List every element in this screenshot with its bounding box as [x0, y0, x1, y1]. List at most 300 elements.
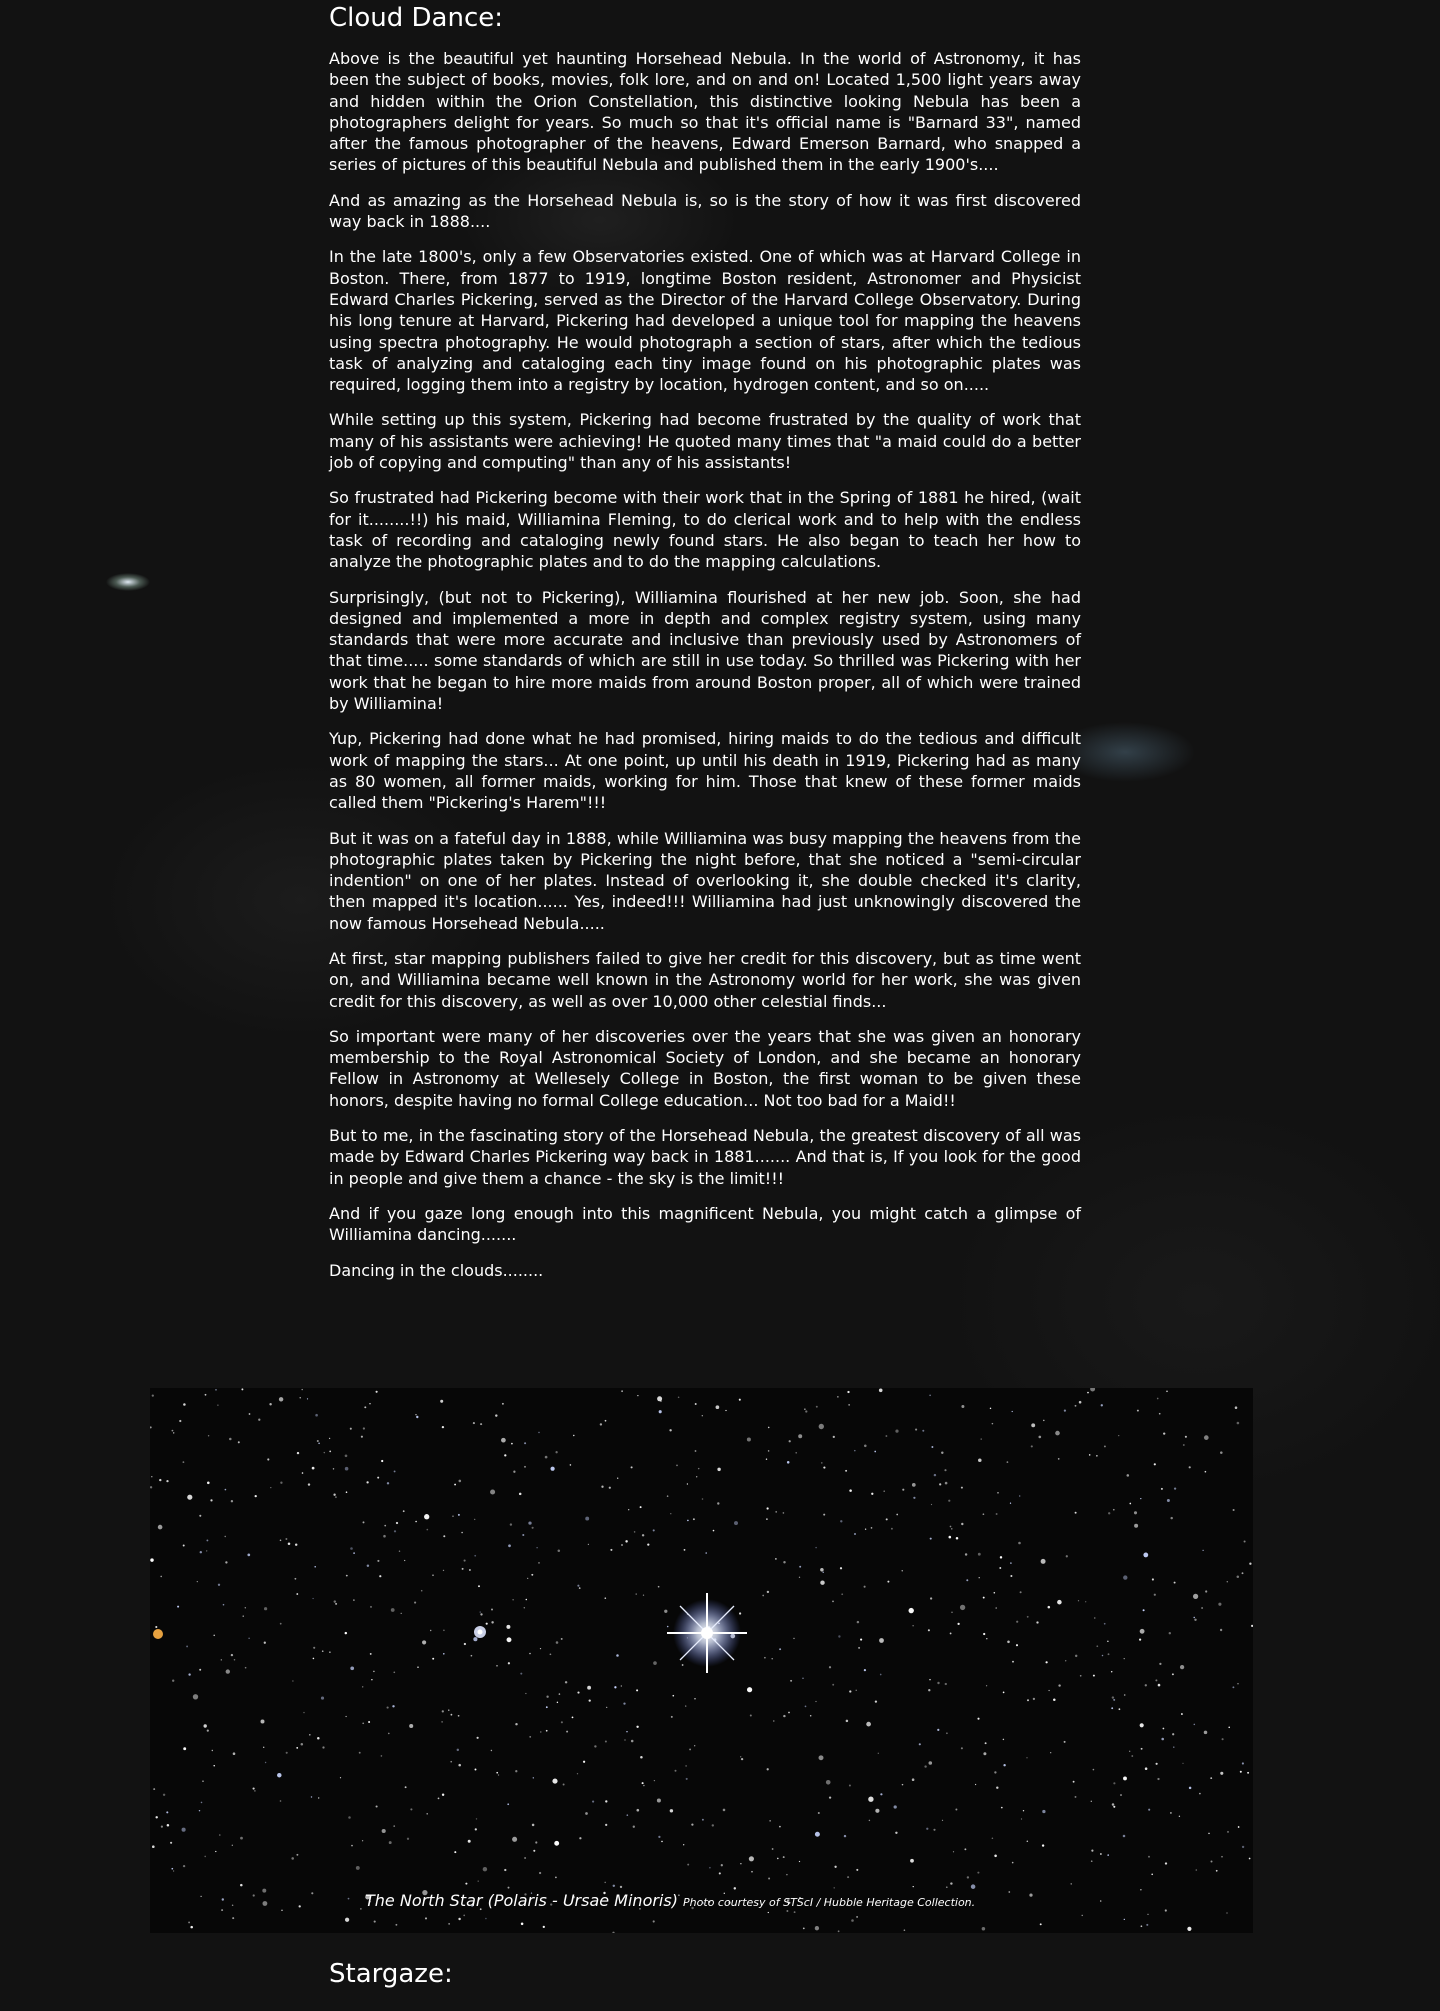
star — [840, 1567, 842, 1569]
star — [819, 1424, 824, 1429]
star — [717, 1502, 719, 1504]
star — [786, 1910, 788, 1912]
star — [1085, 1601, 1086, 1602]
star — [329, 1438, 330, 1439]
star — [937, 1729, 939, 1731]
star — [1159, 1663, 1161, 1665]
star — [1240, 1771, 1242, 1773]
star — [999, 1567, 1001, 1569]
star — [415, 1414, 416, 1415]
star — [634, 1531, 636, 1533]
star — [285, 1538, 287, 1540]
star — [454, 1484, 456, 1486]
star — [1031, 1445, 1033, 1447]
star — [821, 1462, 823, 1464]
star — [751, 1871, 753, 1873]
star — [308, 1483, 310, 1485]
star — [374, 1921, 376, 1923]
star — [762, 1595, 764, 1597]
star — [1173, 1746, 1174, 1747]
star — [721, 1864, 723, 1866]
caption-title: The North Star (Polaris - Ursae Minoris) — [365, 1891, 678, 1910]
star — [983, 1752, 986, 1755]
star — [768, 1450, 770, 1452]
star — [373, 1671, 375, 1673]
star — [961, 1523, 963, 1525]
star — [1148, 1809, 1150, 1811]
star — [583, 1761, 585, 1763]
star — [381, 1755, 383, 1757]
star — [381, 1460, 383, 1462]
article-paragraph: So frustrated had Pickering become with their work that in the Spring of 1881 he hired, (wait for it........!!) his maid, Williamina Fleming, to do clerical work and to help with the endless task of recording and cataloging newly found stars. He also began to teach her how to analyze the photographic plates and to do the mapping calculations. — [329, 488, 1081, 572]
star — [933, 1829, 935, 1831]
star — [912, 1778, 915, 1781]
star — [1199, 1793, 1201, 1795]
star — [1244, 1540, 1246, 1542]
star — [633, 1826, 635, 1828]
star — [1123, 1835, 1126, 1838]
star — [802, 1678, 803, 1679]
star — [693, 1518, 695, 1520]
star — [937, 1682, 939, 1684]
star — [152, 1845, 155, 1848]
star — [930, 1597, 932, 1599]
star — [725, 1410, 726, 1411]
star — [221, 1909, 223, 1911]
star — [1204, 1435, 1209, 1440]
star — [929, 1761, 933, 1765]
star — [313, 1647, 315, 1649]
star — [1187, 1927, 1191, 1931]
star — [913, 1497, 915, 1499]
star — [475, 1828, 477, 1830]
star — [585, 1517, 589, 1521]
star — [837, 1396, 838, 1397]
star — [684, 1549, 686, 1551]
star — [1078, 1600, 1079, 1601]
star — [929, 1679, 931, 1681]
star — [979, 1577, 980, 1578]
star — [966, 1579, 968, 1581]
star — [994, 1855, 997, 1858]
star — [594, 1745, 596, 1747]
star — [345, 1454, 348, 1457]
star — [438, 1798, 440, 1800]
star — [1079, 1401, 1082, 1404]
star — [215, 1851, 216, 1852]
star — [829, 1796, 831, 1798]
star — [960, 1605, 965, 1610]
star — [507, 1637, 512, 1642]
star — [1075, 1796, 1077, 1798]
star — [279, 1397, 283, 1401]
star — [653, 1920, 655, 1922]
star — [875, 1700, 877, 1702]
star — [1129, 1751, 1130, 1752]
star — [694, 1745, 695, 1746]
star — [1242, 1846, 1244, 1848]
star — [153, 1788, 155, 1790]
star — [740, 1756, 741, 1757]
star — [857, 1621, 859, 1623]
star — [160, 1576, 162, 1578]
star — [1023, 1810, 1024, 1811]
star — [766, 1507, 768, 1509]
star — [267, 1458, 269, 1460]
star — [1102, 1655, 1104, 1657]
star — [370, 1653, 372, 1655]
star — [1027, 1840, 1029, 1842]
star — [1166, 1390, 1168, 1392]
star — [172, 1680, 174, 1682]
star — [533, 1850, 535, 1852]
star — [981, 1438, 982, 1439]
star — [713, 1530, 715, 1532]
star — [1091, 1860, 1093, 1862]
star — [474, 1519, 475, 1520]
star — [555, 1451, 557, 1453]
star — [462, 1568, 464, 1570]
star — [296, 1747, 298, 1749]
star — [369, 1403, 370, 1404]
star — [219, 1834, 221, 1836]
star — [1020, 1591, 1022, 1593]
star — [512, 1837, 517, 1842]
star — [350, 1547, 353, 1550]
star — [1123, 1575, 1127, 1579]
star — [1113, 1509, 1115, 1511]
star — [206, 1550, 207, 1551]
article-paragraph: Surprisingly, (but not to Pickering), Williamina flourished at her new job. Soon, she had designed and implemented a more in depth and complex registry system, using many standards that were more accurate and inclusive than previously used by Astronomers of that time..... some standards of which are still in use today. So thrilled was Pickering with her work that he began to hire more maids from around Boston proper, all of which were trained by Williamina! — [329, 587, 1081, 714]
star — [451, 1714, 453, 1716]
star — [1172, 1673, 1174, 1675]
star — [570, 1464, 572, 1466]
star — [158, 1525, 163, 1530]
star — [783, 1715, 785, 1717]
star — [789, 1440, 791, 1442]
star — [1147, 1914, 1148, 1915]
star — [270, 1487, 271, 1488]
star — [1210, 1777, 1212, 1779]
article-paragraph: At first, star mapping publishers failed to give her credit for this discovery, but as time went on, and Williamina became well known in the Astronomy world for her work, she was given credit for this discovery, as well as over 10,000 other celestial finds... — [329, 948, 1081, 1011]
star — [478, 1880, 479, 1881]
star — [1228, 1727, 1230, 1729]
star — [212, 1750, 213, 1751]
star — [538, 1432, 539, 1433]
star — [1027, 1616, 1029, 1618]
star — [657, 1798, 661, 1802]
star — [277, 1773, 281, 1777]
star — [838, 1635, 840, 1637]
star — [1050, 1752, 1051, 1753]
star — [368, 1721, 370, 1723]
star — [299, 1905, 301, 1907]
star — [1027, 1699, 1029, 1701]
star — [1100, 1853, 1102, 1855]
star — [950, 1526, 952, 1528]
star — [910, 1859, 914, 1863]
star — [476, 1818, 477, 1819]
star — [356, 1866, 360, 1870]
star — [170, 1842, 172, 1844]
star — [777, 1858, 779, 1860]
star — [1143, 1552, 1148, 1557]
star — [555, 1877, 557, 1879]
star — [510, 1523, 512, 1525]
star — [206, 1539, 208, 1541]
article-paragraph: Above is the beautiful yet haunting Horsehead Nebula. In the world of Astronomy, it has been the subject of books, movies, folk lore, and on and on! Located 1,500 light years away and hidden within the Orion Constellation, this distinctive looking Nebula has been a photographers delight for years. So much so that it's official name is "Barnard 33", named after the famous photographer of the heavens, Edward Emerson Barnard, who snapped a series of pictures of this beautiful Nebula and published them in the early 1900's.... — [329, 49, 1081, 175]
star — [967, 1876, 969, 1878]
star — [1064, 1741, 1066, 1743]
star — [1233, 1509, 1235, 1511]
star — [683, 1844, 684, 1845]
star — [945, 1683, 947, 1685]
star — [687, 1483, 688, 1484]
star — [845, 1470, 847, 1472]
star — [983, 1597, 985, 1599]
star — [1201, 1607, 1203, 1609]
star — [1189, 1787, 1192, 1790]
star — [416, 1416, 418, 1418]
star — [1232, 1686, 1234, 1688]
star — [1221, 1856, 1223, 1858]
star — [670, 1809, 673, 1812]
star — [1094, 1617, 1095, 1618]
star — [345, 1632, 347, 1634]
star — [388, 1733, 390, 1735]
star — [1112, 1803, 1115, 1806]
star — [286, 1752, 288, 1754]
star — [351, 1845, 353, 1847]
star — [1205, 1471, 1207, 1473]
star — [1194, 1724, 1196, 1726]
star — [640, 1756, 643, 1759]
star — [1208, 1833, 1210, 1835]
star — [1119, 1708, 1121, 1710]
star — [1161, 1738, 1164, 1741]
star — [557, 1702, 558, 1703]
star — [232, 1904, 234, 1906]
star — [511, 1443, 513, 1445]
star — [393, 1825, 395, 1827]
star — [1093, 1675, 1095, 1677]
star — [601, 1486, 603, 1488]
star — [879, 1388, 883, 1392]
star — [1003, 1692, 1005, 1694]
star — [1167, 1499, 1170, 1502]
star — [815, 1832, 820, 1837]
star — [805, 1410, 807, 1412]
star — [945, 1482, 948, 1485]
star — [647, 1543, 649, 1545]
star — [849, 1690, 851, 1692]
star — [941, 1451, 943, 1453]
star — [1193, 1617, 1194, 1618]
star — [856, 1869, 858, 1871]
star — [318, 1442, 320, 1444]
star — [1091, 1850, 1093, 1852]
star — [348, 1816, 351, 1819]
star — [1104, 1445, 1106, 1447]
star — [834, 1866, 836, 1868]
star — [643, 1785, 645, 1787]
star — [383, 1535, 386, 1538]
star — [240, 1884, 243, 1887]
star — [490, 1489, 495, 1494]
star — [501, 1438, 506, 1443]
star — [1226, 1912, 1227, 1913]
star — [538, 1562, 539, 1563]
star — [495, 1414, 497, 1416]
star — [231, 1654, 233, 1656]
star — [854, 1450, 856, 1452]
star — [915, 1429, 917, 1431]
star — [405, 1786, 407, 1788]
star — [1163, 1432, 1165, 1434]
star — [640, 1506, 642, 1508]
star — [465, 1883, 467, 1885]
star — [886, 1518, 888, 1520]
star — [636, 1726, 638, 1728]
star — [314, 1566, 316, 1568]
star — [188, 1673, 190, 1675]
star — [931, 1446, 933, 1448]
star — [151, 1476, 152, 1477]
star — [335, 1603, 337, 1605]
star — [410, 1808, 412, 1810]
star — [794, 1911, 796, 1913]
star — [292, 1680, 293, 1681]
star — [617, 1478, 618, 1479]
star — [716, 1405, 720, 1409]
star — [912, 1483, 916, 1487]
star — [427, 1529, 429, 1531]
star — [197, 1581, 198, 1582]
star — [978, 1459, 982, 1463]
star — [628, 1509, 629, 1510]
star — [295, 1543, 297, 1545]
star — [183, 1461, 185, 1463]
star — [450, 1761, 452, 1763]
star — [483, 1867, 487, 1871]
star — [815, 1547, 816, 1548]
star — [1055, 1431, 1060, 1436]
star — [949, 1536, 952, 1539]
star — [996, 1786, 998, 1788]
star — [951, 1528, 952, 1529]
star — [1131, 1755, 1133, 1757]
star — [1120, 1794, 1122, 1796]
star — [874, 1451, 876, 1453]
star — [1152, 1578, 1154, 1580]
star — [1140, 1889, 1141, 1890]
star — [723, 1809, 726, 1812]
star — [1251, 1625, 1253, 1627]
star — [823, 1467, 825, 1469]
star — [315, 1414, 318, 1417]
star — [1157, 1398, 1159, 1400]
star — [312, 1467, 315, 1470]
star — [768, 1427, 770, 1429]
star — [532, 1527, 534, 1529]
star — [321, 1697, 324, 1700]
star — [524, 1857, 526, 1859]
star — [545, 1456, 548, 1459]
star — [205, 1394, 207, 1396]
star — [695, 1403, 697, 1405]
star — [926, 1828, 928, 1830]
star — [1000, 1556, 1002, 1558]
star — [740, 1863, 741, 1864]
star — [1238, 1826, 1240, 1828]
star — [739, 1612, 741, 1614]
star — [1016, 1621, 1018, 1623]
star — [183, 1747, 186, 1750]
star — [471, 1655, 473, 1657]
star — [520, 1673, 522, 1675]
star — [902, 1489, 904, 1491]
star — [948, 1500, 950, 1502]
star — [626, 1731, 627, 1732]
star — [896, 1514, 898, 1516]
star — [217, 1404, 219, 1406]
star — [913, 1886, 914, 1887]
star — [694, 1698, 695, 1699]
star — [1029, 1893, 1032, 1896]
star — [620, 1886, 622, 1888]
star — [950, 1882, 952, 1884]
star — [442, 1710, 444, 1712]
star — [362, 1722, 364, 1724]
star — [1111, 1707, 1113, 1709]
star — [1193, 1594, 1198, 1599]
star — [816, 1406, 818, 1408]
star — [311, 1796, 312, 1797]
article-body — [329, 48, 1081, 1295]
star — [773, 1720, 774, 1721]
star — [868, 1797, 873, 1802]
star — [856, 1690, 857, 1691]
star — [621, 1544, 623, 1546]
star — [201, 1802, 203, 1804]
star — [705, 1552, 707, 1554]
star — [498, 1774, 499, 1775]
star — [1227, 1581, 1228, 1582]
starfield-image — [150, 1388, 1253, 1933]
star — [522, 1534, 524, 1536]
star — [1129, 1503, 1131, 1505]
star — [182, 1828, 186, 1832]
star — [199, 1515, 201, 1517]
star — [346, 1491, 348, 1493]
star — [202, 1781, 203, 1782]
page-title: Cloud Dance: — [329, 3, 504, 33]
star — [642, 1782, 644, 1784]
star — [350, 1428, 352, 1430]
star — [612, 1932, 614, 1933]
star — [1075, 1512, 1077, 1514]
star — [464, 1560, 466, 1562]
star — [393, 1671, 395, 1673]
bright-star — [474, 1626, 486, 1638]
star — [204, 1856, 206, 1858]
star — [317, 1737, 320, 1740]
star — [637, 1395, 638, 1396]
star — [1170, 1812, 1172, 1814]
star — [409, 1724, 413, 1728]
star — [1080, 1675, 1082, 1677]
star — [1038, 1436, 1041, 1439]
